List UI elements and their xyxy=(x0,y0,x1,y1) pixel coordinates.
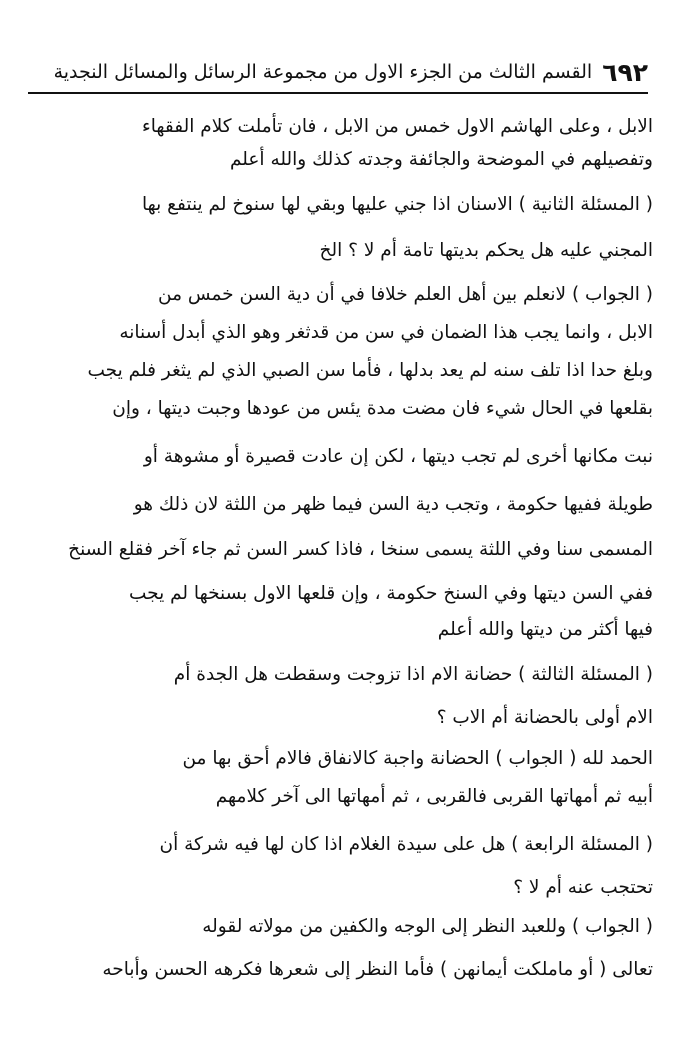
text-line: الام أولى بالحضانة أم الاب ؟ xyxy=(436,707,653,728)
text-line: تعالى ( أو ماملكت أيمانهن ) فأما النظر إلى شعرها فكرهه الحسن وأباحه xyxy=(102,959,653,980)
text-line: بقلعها في الحال شيء فان مضت مدة يئس من عودها وجبت ديتها ، وإن xyxy=(112,398,653,419)
text-line: الابل ، وعلى الهاشم الاول خمس من الابل ، فان تأملت كلام الفقهاء xyxy=(142,116,653,137)
text-line: ففي السن ديتها وفي السنخ حكومة ، وإن قلعها الاول بسنخها لم يجب xyxy=(128,583,653,604)
text-line: تحتجب عنه أم لا ؟ xyxy=(513,877,653,898)
text-line: وتفصيلهم في الموضحة والجائفة وجدته كذلك والله أعلم xyxy=(229,149,653,170)
text-line: الابل ، وانما يجب هذا الضمان في سن من قدثغر وهو الذي أبدل أسنانه xyxy=(119,322,653,343)
text-line: المسمى سنا وفي اللثة يسمى سنخا ، فاذا كسر السن ثم جاء آخر فقلع السنخ xyxy=(68,539,653,560)
text-line: ( الجواب ) لانعلم بين أهل العلم خلافا في أن دية السن خمس من xyxy=(158,284,653,305)
text-line: طويلة ففيها حكومة ، وتجب دية السن فيما ظهر من اللثة لان ذلك هو xyxy=(133,494,653,515)
text-line: وبلغ حدا اذا تلف سنه لم يعد بدلها ، فأما سن الصبي الذي لم يثغر فلم يجب xyxy=(87,360,653,381)
text-line: فيها أكثر من ديتها والله أعلم xyxy=(437,619,653,640)
text-line: أبيه ثم أمهاتها القربى فالقربى ، ثم أمهاتها الى آخر كلامهم xyxy=(215,786,653,807)
text-line: المجني عليه هل يحكم بديتها تامة أم لا ؟ الخ xyxy=(319,240,653,261)
running-title: القسم الثالث من الجزء الاول من مجموعة الرسائل والمسائل النجدية xyxy=(53,61,593,83)
text-line: ( المسئلة الثالثة ) حضانة الام اذا تزوجت وسقطت هل الجدة أم xyxy=(173,664,653,685)
text-line: ( المسئلة الرابعة ) هل على سيدة الغلام اذا كان لها فيه شركة أن xyxy=(159,834,653,855)
text-line: ( المسئلة الثانية ) الاسنان اذا جني عليها وبقي لها سنوخ لم ينتفع بها xyxy=(141,194,653,215)
text-line: ( الجواب ) وللعبد النظر إلى الوجه والكفين من مولاته لقوله xyxy=(202,916,653,937)
text-line: نبت مكانها أخرى لم تجب ديتها ، لكن إن عادت قصيرة أو مشوهة أو xyxy=(143,446,653,467)
text-line: الحمد لله ( الجواب ) الحضانة واجبة كالانفاق فالام أحق بها من xyxy=(182,748,653,769)
page-number: ٦٩٢ xyxy=(602,57,648,87)
